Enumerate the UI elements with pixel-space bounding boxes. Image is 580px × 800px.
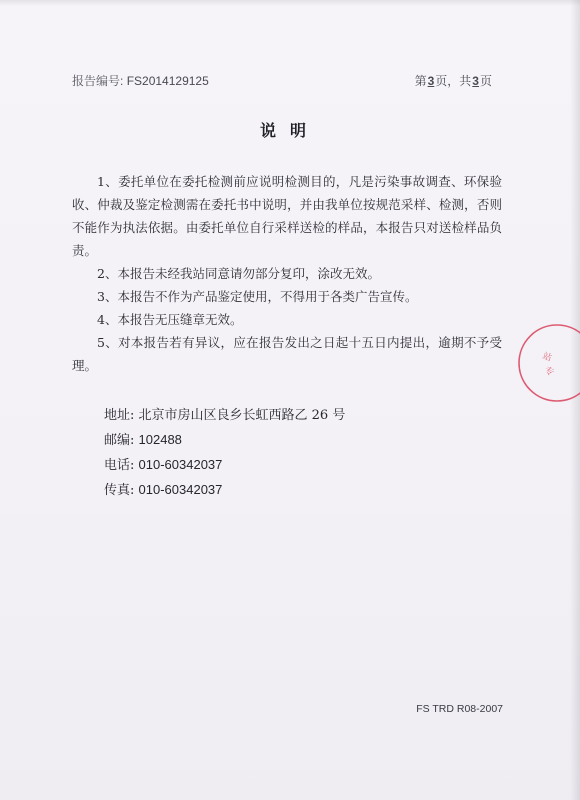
address-value: 北京市房山区良乡长虹西路乙 26 号 — [138, 408, 346, 423]
page-counter — [415, 72, 492, 89]
svg-text:站: 站 — [540, 351, 553, 364]
page-middle: 页，共 — [435, 74, 472, 88]
fax-value: 010-60342037 — [138, 482, 223, 497]
note-paragraph: 3、本报告不作为产品鉴定使用，不得用于各类广告宣传。 — [97, 289, 418, 304]
page-suffix: 页 — [479, 74, 492, 88]
address-label: 地址: — [104, 408, 135, 423]
fax-row — [104, 478, 434, 503]
page-total: 3 — [472, 74, 479, 88]
phone-label: 电话: — [104, 458, 135, 473]
note-paragraph: 4、本报告无压缝章无效。 — [97, 312, 243, 327]
note-paragraph: 1、委托单位在委托检测前应说明检测目的，凡是污染事故调查、环保验收、仲裁及鉴定检测需在委托书中说明，并由我单位按规范采样、检测，否则不能作为执法依据。由委托单位自行采样送检的样品，本报告只对送检样品负责。 — [72, 174, 502, 258]
postcode-label: 邮编: — [104, 433, 135, 448]
address-row — [104, 404, 434, 428]
phone-row — [104, 453, 434, 478]
contact-block — [104, 404, 434, 503]
phone-value: 010-60342037 — [138, 457, 223, 472]
note-paragraph: 2、本报告未经我站同意请勿部分复印，涂改无效。 — [97, 266, 380, 281]
svg-text:专: 专 — [542, 365, 556, 379]
report-number-label: 报告编号: — [72, 74, 124, 88]
form-code: FS TRD R08-2007 — [416, 703, 503, 715]
fax-label: 传真: — [104, 483, 135, 498]
note-paragraph: 5、对本报告若有异议，应在报告发出之日起十五日内提出，逾期不予受理。 — [72, 335, 502, 373]
report-number — [72, 72, 209, 89]
page-current: 3 — [427, 74, 435, 88]
seal-stamp-icon — [512, 318, 580, 408]
paper-top-shadow — [0, 0, 580, 6]
report-header — [72, 70, 492, 90]
postcode-value: 102488 — [138, 432, 182, 447]
report-number-value: FS2014129125 — [126, 74, 209, 88]
notes-body — [72, 170, 502, 377]
postcode-row — [104, 428, 434, 453]
page-prefix: 第 — [414, 74, 427, 88]
page-title: 说明 — [259, 121, 320, 140]
